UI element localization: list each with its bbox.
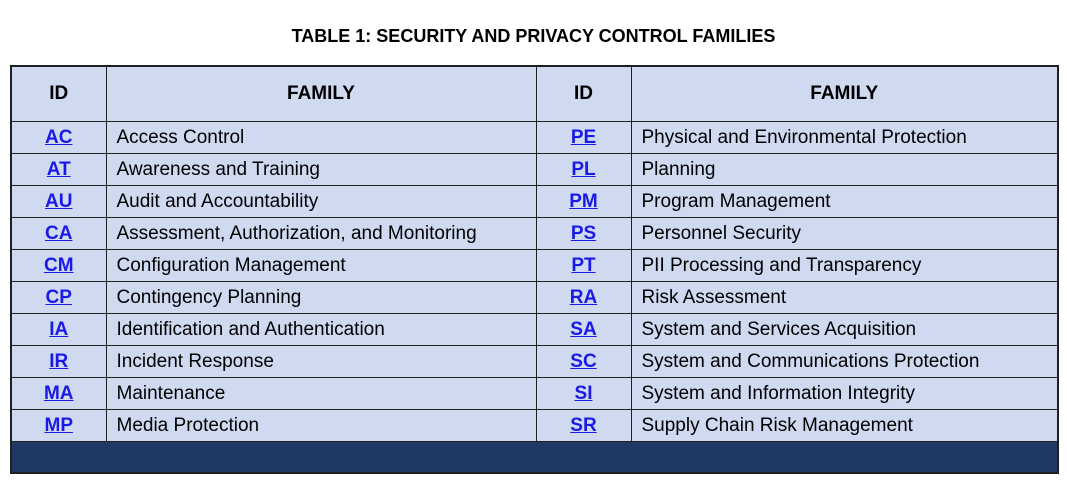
table-row (11, 154, 1058, 186)
control-id-link[interactable]: PT (571, 254, 596, 276)
family-name-cell: Media Protection (106, 410, 536, 442)
control-id-link[interactable]: MA (43, 382, 74, 404)
family-name-cell: Incident Response (106, 346, 536, 378)
header-id-left: ID (11, 66, 106, 122)
control-id-link[interactable]: SA (570, 318, 597, 340)
table-row (11, 218, 1058, 250)
table-row (11, 186, 1058, 218)
control-families-table (10, 65, 1059, 474)
control-id-link[interactable]: MP (44, 414, 73, 436)
table-row (11, 378, 1058, 410)
table-row (11, 314, 1058, 346)
table-header-row (11, 66, 1058, 122)
control-id-link[interactable]: CM (43, 254, 74, 276)
family-name-cell: Awareness and Training (106, 154, 536, 186)
control-id-link[interactable]: PS (570, 222, 597, 244)
family-name-cell: Maintenance (106, 378, 536, 410)
family-name-cell: Program Management (631, 186, 1058, 218)
table-row (11, 410, 1058, 442)
header-id-right: ID (536, 66, 631, 122)
header-family-right: FAMILY (631, 66, 1058, 122)
family-name-cell: Supply Chain Risk Management (631, 410, 1058, 442)
table-footer-band (11, 442, 1058, 474)
control-id-link[interactable]: AU (45, 190, 73, 212)
control-id-link[interactable]: PL (571, 158, 596, 180)
table-row (11, 250, 1058, 282)
family-name-cell: Assessment, Authorization, and Monitoring (106, 218, 536, 250)
control-id-link[interactable]: AT (46, 158, 71, 180)
family-name-cell: Personnel Security (631, 218, 1058, 250)
table-row (11, 346, 1058, 378)
table-row (11, 282, 1058, 314)
table-title: TABLE 1: SECURITY AND PRIVACY CONTROL FAMILIES (291, 26, 776, 46)
family-name-cell: System and Communications Protection (631, 346, 1058, 378)
control-id-link[interactable]: PM (569, 190, 598, 212)
family-name-cell: PII Processing and Transparency (631, 250, 1058, 282)
control-id-link[interactable]: SI (574, 382, 593, 404)
control-id-link[interactable]: AC (45, 126, 73, 148)
family-name-cell: Physical and Environmental Protection (631, 122, 1058, 154)
family-name-cell: Identification and Authentication (106, 314, 536, 346)
control-id-link[interactable]: IR (49, 350, 69, 372)
table-row (11, 122, 1058, 154)
header-family-left: FAMILY (106, 66, 536, 122)
control-id-link[interactable]: RA (569, 286, 598, 308)
control-id-link[interactable]: CP (45, 286, 72, 308)
family-name-cell: Risk Assessment (631, 282, 1058, 314)
family-name-cell: System and Services Acquisition (631, 314, 1058, 346)
family-name-cell: System and Information Integrity (631, 378, 1058, 410)
family-name-cell: Planning (631, 154, 1058, 186)
family-name-cell: Audit and Accountability (106, 186, 536, 218)
control-id-link[interactable]: PE (570, 126, 597, 148)
family-name-cell: Contingency Planning (106, 282, 536, 314)
family-name-cell: Access Control (106, 122, 536, 154)
control-id-link[interactable]: SR (570, 414, 597, 436)
control-id-link[interactable]: CA (45, 222, 73, 244)
control-id-link[interactable]: SC (570, 350, 597, 372)
footer-band-cell (11, 442, 1058, 474)
control-id-link[interactable]: IA (49, 318, 69, 340)
family-name-cell: Configuration Management (106, 250, 536, 282)
